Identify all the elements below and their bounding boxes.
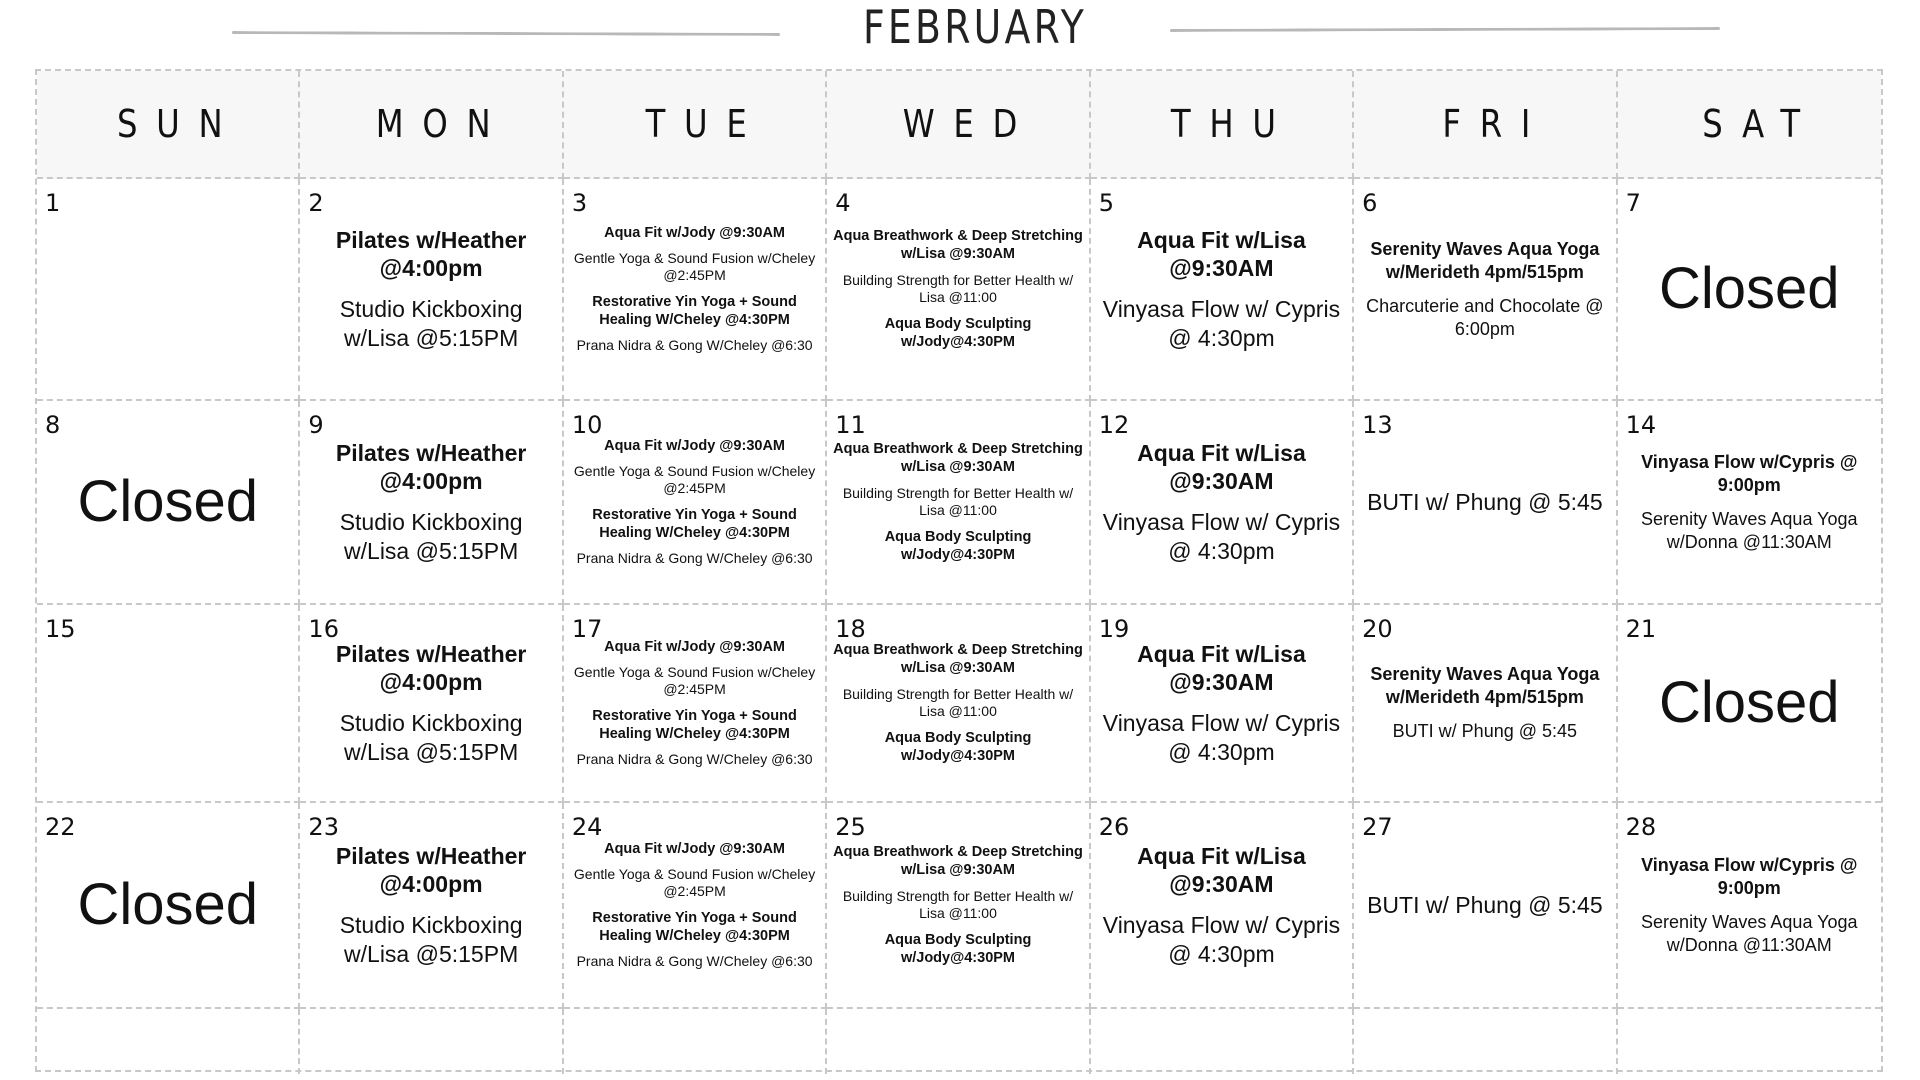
day-events [564, 605, 825, 801]
day-events [1618, 401, 1881, 603]
day-cell [1091, 605, 1354, 803]
event-entry: Aqua Fit w/Jody @9:30AM [604, 224, 786, 241]
day-events [1354, 803, 1615, 1007]
day-events [37, 179, 298, 399]
empty-cell [564, 1009, 827, 1074]
event-entry: BUTI w/ Phung @ 5:45 [1367, 891, 1603, 918]
day-cell [37, 401, 300, 605]
day-events [827, 803, 1088, 1007]
day-number: 9 [308, 411, 324, 439]
event-entry: Vinyasa Flow w/ Cypris @ 4:30pm [1102, 912, 1341, 967]
day-number: 10 [571, 411, 603, 439]
day-events [37, 401, 298, 603]
event-entry: Aqua Fit w/Lisa @9:30AM [1137, 842, 1306, 898]
event-entry: Aqua Fit w/Lisa @9:30AM [1137, 226, 1306, 282]
day-cell [300, 401, 563, 605]
day-events [37, 803, 298, 1007]
day-cell [564, 179, 827, 401]
day-cell [1091, 401, 1354, 605]
day-number: 12 [1098, 411, 1130, 439]
event-entry: Aqua Fit w/Lisa @9:30AM [1137, 640, 1306, 696]
event-entry: Aqua Breathwork & Deep Stretching w/Lisa @9:30AM [833, 441, 1083, 476]
weekday-label: SAT [1702, 102, 1819, 146]
day-cell [1618, 803, 1881, 1009]
event-entry: Aqua Breathwork & Deep Stretching w/Lisa @9:30AM [833, 228, 1083, 263]
event-entry: Pilates w/Heather @4:00pm [335, 226, 527, 282]
day-cell [1354, 803, 1617, 1009]
day-events [1618, 605, 1881, 801]
day-events [827, 605, 1088, 801]
day-number: 3 [571, 189, 588, 217]
event-entry: Studio Kickboxing w/Lisa @5:15PM [339, 296, 523, 351]
day-number: 21 [1625, 615, 1657, 643]
event-entry: Vinyasa Flow w/Cypris @ 9:00pm [1641, 855, 1858, 898]
event-entry: Aqua Body Sculpting w/Jody@4:30PM [884, 528, 1032, 563]
weekday-header-thu [1091, 71, 1354, 179]
closed-label: Closed [77, 871, 258, 937]
day-number: 6 [1362, 189, 1378, 217]
day-number: 28 [1625, 813, 1657, 841]
event-entry: Serenity Waves Aqua Yoga w/Merideth 4pm/515pm [1370, 664, 1600, 707]
weekday-header-fri [1354, 71, 1617, 179]
event-entry: Aqua Fit w/Lisa @9:30AM [1137, 439, 1306, 495]
day-cell [1354, 401, 1617, 605]
weekday-label: SUN [116, 102, 241, 146]
event-entry: Charcuterie and Chocolate @ 6:00pm [1366, 296, 1604, 339]
day-events [1618, 179, 1881, 399]
day-events [300, 179, 561, 399]
day-cell [37, 605, 300, 803]
day-number: 22 [45, 813, 76, 841]
day-number: 23 [308, 813, 339, 841]
event-entry: Building Strength for Better Health w/ Lisa @11:00 [842, 685, 1074, 719]
closed-label: Closed [1659, 255, 1840, 321]
day-number: 18 [835, 615, 866, 643]
event-entry: Building Strength for Better Health w/ Lisa @11:00 [842, 484, 1074, 518]
event-entry: Aqua Body Sculpting w/Jody@4:30PM [884, 315, 1032, 350]
weekday-header-mon [300, 71, 563, 179]
day-events [1618, 803, 1881, 1007]
title-right-line [1170, 27, 1720, 32]
event-entry: Restorative Yin Yoga + Sound Healing W/Cheley @4:30PM [592, 506, 797, 541]
event-entry: Aqua Fit w/Jody @9:30AM [604, 437, 786, 454]
event-entry: BUTI w/ Phung @ 5:45 [1367, 488, 1603, 515]
event-entry: Building Strength for Better Health w/ Lisa @11:00 [842, 271, 1074, 305]
event-entry: Vinyasa Flow w/ Cypris @ 4:30pm [1102, 509, 1341, 564]
day-cell [827, 179, 1090, 401]
day-events [827, 401, 1088, 603]
day-number: 25 [835, 813, 866, 841]
event-entry: Restorative Yin Yoga + Sound Healing W/Cheley @4:30PM [592, 707, 797, 742]
closed-label: Closed [77, 468, 258, 534]
day-events [1091, 401, 1352, 603]
event-entry: Gentle Yoga & Sound Fusion w/Cheley @2:45PM [573, 865, 816, 900]
event-entry: Aqua Breathwork & Deep Stretching w/Lisa @9:30AM [833, 642, 1083, 677]
day-events [1091, 803, 1352, 1007]
day-events [564, 401, 825, 603]
event-entry: Prana Nidra & Gong W/Cheley @6:30 [576, 750, 813, 767]
day-events [37, 605, 298, 801]
event-entry: Pilates w/Heather @4:00pm [335, 842, 527, 898]
day-number: 5 [1098, 189, 1114, 217]
empty-cell [827, 1009, 1090, 1074]
weekday-label: FRI [1442, 102, 1550, 146]
day-cell [1618, 605, 1881, 803]
event-entry: Studio Kickboxing w/Lisa @5:15PM [339, 912, 523, 967]
day-events [564, 803, 825, 1007]
day-cell [827, 605, 1090, 803]
day-cell [827, 401, 1090, 605]
title-left-line [232, 31, 780, 36]
event-entry: Building Strength for Better Health w/ Lisa @11:00 [842, 887, 1074, 921]
event-entry: Vinyasa Flow w/ Cypris @ 4:30pm [1102, 296, 1341, 351]
month-title: FEBRUARY [862, 0, 1088, 54]
event-entry: Gentle Yoga & Sound Fusion w/Cheley @2:45PM [573, 663, 816, 698]
empty-cell [1354, 1009, 1617, 1074]
day-cell [564, 605, 827, 803]
weekday-label: TUE [645, 102, 766, 146]
day-cell [1354, 605, 1617, 803]
event-entry: Vinyasa Flow w/ Cypris @ 4:30pm [1102, 710, 1341, 765]
event-entry: Studio Kickboxing w/Lisa @5:15PM [339, 710, 523, 765]
day-cell [1618, 179, 1881, 401]
day-cell [300, 605, 563, 803]
event-entry: Serenity Waves Aqua Yoga w/Merideth 4pm/515pm [1370, 239, 1600, 282]
event-entry: Prana Nidra & Gong W/Cheley @6:30 [576, 336, 813, 353]
day-events [300, 803, 561, 1007]
day-events [300, 401, 561, 603]
day-number: 26 [1098, 813, 1130, 841]
closed-label: Closed [1659, 669, 1840, 735]
event-entry: Vinyasa Flow w/Cypris @ 9:00pm [1641, 452, 1858, 495]
day-events [300, 605, 561, 801]
weekday-header-wed [827, 71, 1090, 179]
calendar-grid [35, 69, 1883, 1072]
empty-cell [300, 1009, 563, 1074]
day-cell [1354, 179, 1617, 401]
day-number: 16 [308, 615, 339, 643]
event-entry: Aqua Fit w/Jody @9:30AM [604, 638, 786, 655]
event-entry: Prana Nidra & Gong W/Cheley @6:30 [576, 549, 813, 566]
event-entry: Aqua Fit w/Jody @9:30AM [604, 840, 786, 857]
day-number: 19 [1098, 615, 1130, 643]
empty-cell [1091, 1009, 1354, 1074]
day-cell [37, 803, 300, 1009]
event-entry: Prana Nidra & Gong W/Cheley @6:30 [576, 952, 813, 969]
day-number: 7 [1625, 189, 1641, 217]
day-cell [1091, 803, 1354, 1009]
day-number: 4 [835, 189, 851, 217]
day-cell [1091, 179, 1354, 401]
day-number: 11 [835, 411, 866, 439]
event-entry: Pilates w/Heather @4:00pm [335, 640, 527, 696]
day-cell [564, 401, 827, 605]
event-entry: Serenity Waves Aqua Yoga w/Donna @11:30AM [1641, 509, 1858, 552]
event-entry: BUTI w/ Phung @ 5:45 [1392, 721, 1578, 742]
day-events [1354, 605, 1615, 801]
event-entry: Aqua Breathwork & Deep Stretching w/Lisa @9:30AM [833, 844, 1083, 879]
day-cell [827, 803, 1090, 1009]
day-number: 20 [1362, 615, 1393, 643]
event-entry: Gentle Yoga & Sound Fusion w/Cheley @2:45PM [573, 249, 816, 284]
day-events [827, 179, 1088, 399]
empty-cell [1618, 1009, 1881, 1074]
day-cell [300, 179, 563, 401]
day-events [1354, 179, 1615, 399]
event-entry: Gentle Yoga & Sound Fusion w/Cheley @2:45PM [573, 462, 816, 497]
day-events [1091, 179, 1352, 399]
day-cell [1618, 401, 1881, 605]
day-events [1354, 401, 1615, 603]
weekday-label: MON [375, 102, 509, 146]
day-number: 24 [571, 813, 603, 841]
day-cell [300, 803, 563, 1009]
day-cell [564, 803, 827, 1009]
day-number: 2 [308, 189, 324, 217]
day-number: 17 [571, 615, 603, 643]
event-entry: Aqua Body Sculpting w/Jody@4:30PM [884, 931, 1032, 966]
weekday-header-tue [564, 71, 827, 179]
empty-cell [37, 1009, 300, 1074]
weekday-label: THU [1170, 102, 1295, 146]
event-entry: Studio Kickboxing w/Lisa @5:15PM [339, 509, 523, 564]
weekday-header-sun [37, 71, 300, 179]
day-cell [37, 179, 300, 401]
weekday-label: WED [902, 102, 1036, 146]
day-number: 27 [1362, 813, 1393, 841]
day-number: 8 [45, 411, 61, 439]
day-number: 15 [45, 615, 76, 643]
day-number: 14 [1625, 411, 1657, 439]
event-entry: Restorative Yin Yoga + Sound Healing W/Cheley @4:30PM [592, 909, 797, 944]
day-number: 13 [1362, 411, 1393, 439]
event-entry: Aqua Body Sculpting w/Jody@4:30PM [884, 729, 1032, 764]
weekday-header-sat [1618, 71, 1881, 179]
event-entry: Restorative Yin Yoga + Sound Healing W/Cheley @4:30PM [592, 293, 797, 328]
day-events [564, 179, 825, 399]
event-entry: Pilates w/Heather @4:00pm [335, 439, 527, 495]
event-entry: Serenity Waves Aqua Yoga w/Donna @11:30AM [1641, 912, 1858, 955]
day-number: 1 [45, 189, 61, 217]
day-events [1091, 605, 1352, 801]
